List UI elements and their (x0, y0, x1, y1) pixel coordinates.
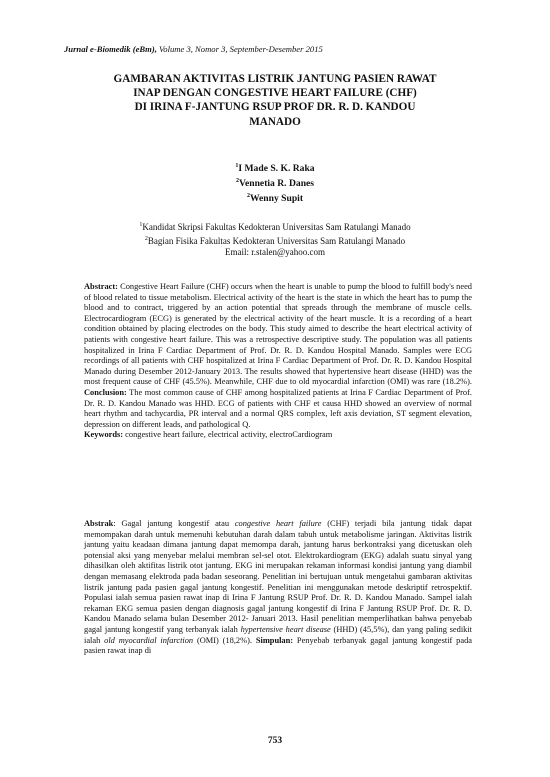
author-sup: 1 (235, 163, 239, 169)
journal-issue: Volume 3, Nomor 3, September-Desember 2015 (156, 44, 323, 54)
journal-name: Jurnal e-Biomedik (eBm), (64, 44, 157, 54)
conclusion-body: The most common cause of CHF among hospitalized patients at Irina F Cardiac Department of Prof. Dr. R. D. Kandou Manado was HHD. ECG of patients with CHF et causa HHD showed an overview of normal heart rhythm and tachycardia, PR interval and a normal QRS complex, left axis deviation, ST segment elevation, depression on different leads, and pathological Q. (84, 387, 472, 429)
keywords-body: congestive heart failure, electrical activity, electroCardiogram (123, 430, 333, 440)
journal-header (64, 44, 323, 54)
title-line: INAP DENGAN CONGESTIVE HEART FAILURE (CHF) (133, 87, 417, 100)
author-sup: 2 (235, 178, 239, 185)
title-line: GAMBARAN AKTIVITAS LISTRIK JANTUNG PASIEN RAWAT (113, 73, 437, 85)
abstract-body: Congestive Heart Failure (CHF) occurs when the heart is unable to pump the blood to fulfill body's need of blood related to tissue metabolism. Electrical activity of the heart is the state in which the heart has to pump the blood and to contract, triggered by an action potential that spreads through the membrane of muscle cells. Electrocardiogram (ECG) is generated by the electrical activity of the heart muscle. It is a recording of a heart condition obtained by placing electrodes on the body. This study aimed to describe the heart electrical activity of patients with congestive heart failure. This was a retrospective descriptive study. The population was all patients hospitalized in Irina F Cardiac Department of Prof. Dr. R. D. Kandou Hospital Manado. Samples were ECG recordings of all patients with CHF hospitalized at Irina F Cardiac Department of Prof. Dr. R. D. Kandou Hospital Manado during Desember 2012-January 2013. The results showed that hypertensive heart disease (HHD) was the most frequent cause of CHF (45.5%). Meanwhile, CHF due to old myocardial infarction (OMI) was rare (18.2%). (84, 282, 472, 387)
abstrak-text: Penyebab terbanyak gagal jantung kongestif pada pasien rawat inap di (84, 635, 472, 656)
author (0, 175, 550, 190)
page-number: 753 (267, 736, 283, 746)
title-line: MANADO (249, 115, 301, 128)
affiliation (0, 234, 550, 248)
abstrak-italic: hypertensive heart disease (240, 624, 331, 634)
author-name: Wenny Supit (249, 193, 304, 205)
abstrak-text: (HHD) (45,5%), dan yang paling sedikit ialah (84, 624, 473, 645)
affiliation (0, 220, 550, 234)
abstrak-text: (CHF) terjadi bila jantung tidak dapat memompakan darah untuk memenuhi kebutuhan darah dalam tabuh untuk metabolisme jaringan. Aktivitas listrik jantung yaitu keadaan dimana jantung dapat memompa darah, jantung harus berkontraksi yang dicetuskan oleh potensial aksi yang menyebar melalui membran sel-sel otot. Elektrokardiogram (EKG) adalah suatu sinyal yang dihasilkan oleh aktifitas listrik otot jantung. EKG ini merupakan rekaman informasi kondisi jantung yang diambil dengan memasang elektroda pada badan seseorang. Penelitian ini bertujuan untuk mengetahui gambaran aktivitas listrik jantung pada pasien gagal jantung kongestif. Penelitian ini menggunakan metode deskriptif retrospektif. Populasi ialah semua pasien rawat inap di Irina F Jantung RSUP Prof. Dr. R. D. Kandou Manado. Sampel ialah rekaman EKG semua pasien dengan diagnosis gagal jantung kongestif di Irina F Jantung RSUP Prof. Dr. R. D. Kandou Manado selama bulan Desember 2012- Januari 2013. Hasil penelitian memperlihatkan bahwa penyebab gagal jantung kongestif yang terbanyak ialah (84, 519, 472, 634)
author-email: Email: r.stalen@yahoo.com (224, 247, 325, 257)
abstrak-italic: old myocardial infarction (104, 635, 194, 645)
affiliation-sup: 2 (144, 235, 148, 242)
affiliation-text: Bagian Fisika Fakultas Kedokteran Universitas Sam Ratulangi Manado (147, 235, 406, 246)
affiliation-sup: 1 (139, 222, 143, 228)
paper-title (60, 72, 490, 129)
abstrak-italic: congestive heart failure (234, 519, 322, 528)
author-name: I Made S. K. Raka (238, 163, 315, 175)
abstrak-text: : Gagal jantung kongestif atau (113, 519, 235, 528)
author-name: Vennetia R. Danes (238, 178, 315, 190)
author-list (0, 160, 550, 206)
abstract-indonesian (84, 519, 472, 657)
author (0, 160, 550, 175)
abstrak-label: Abstrak (84, 519, 114, 528)
abstract-label: Abstract: (84, 282, 118, 291)
author-sup: 2 (246, 193, 250, 200)
simpulan-label: Simpulan: (255, 635, 294, 645)
conclusion-label: Conclusion: (84, 387, 127, 397)
author (0, 190, 550, 205)
abstrak-text: (OMI) (18,2%). (193, 635, 256, 645)
affiliations (0, 220, 550, 259)
affiliation-text: Kandidat Skripsi Fakultas Kedokteran Universitas Sam Ratulangi Manado (142, 222, 411, 232)
keywords-label: Keywords: (84, 430, 124, 440)
abstract-english (84, 282, 472, 441)
title-line: DI IRINA F-JANTUNG RSUP PROF DR. R. D. KANDOU (134, 101, 416, 114)
